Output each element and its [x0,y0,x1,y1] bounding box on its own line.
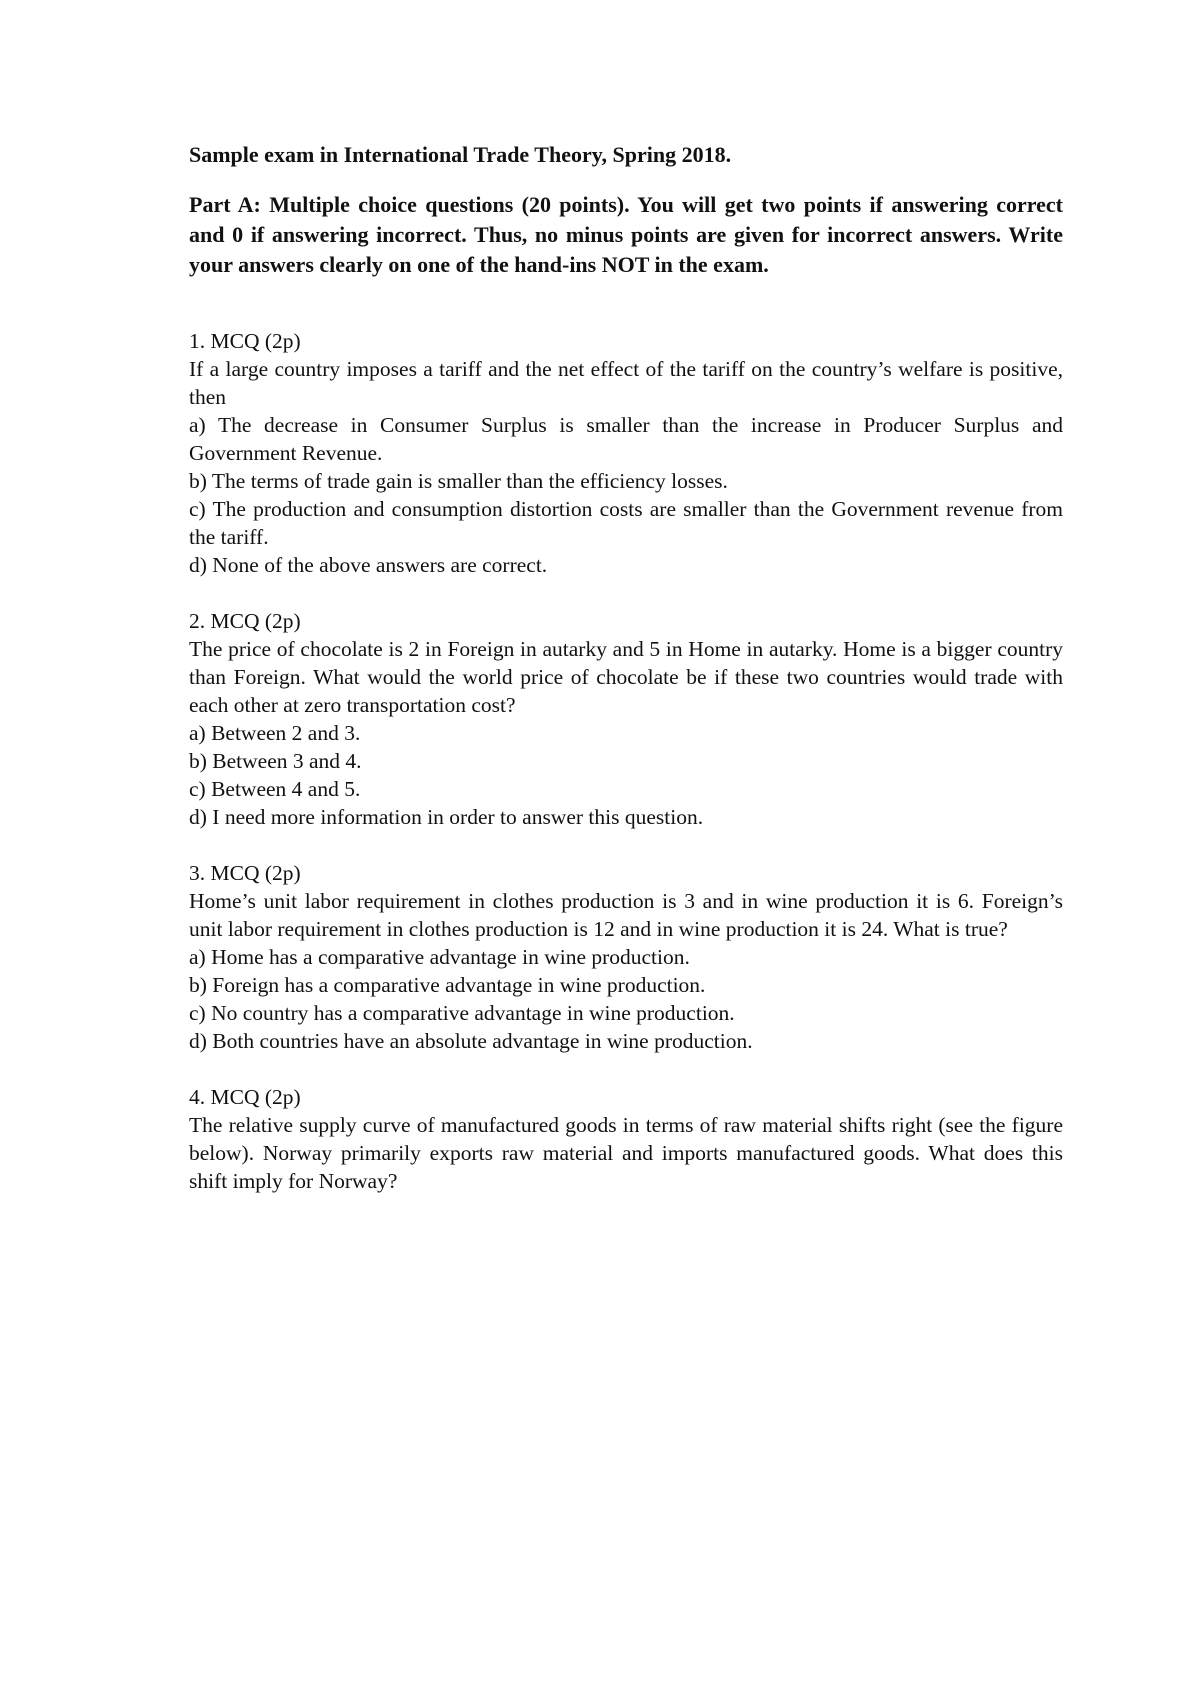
question-text: If a large country imposes a tariff and the net effect of the tariff on the country’s welfare is positive, then [189,357,1063,409]
question-header: 2. MCQ (2p) [189,609,301,633]
question-1 [189,327,1063,579]
answer-option-d: d) Both countries have an absolute advantage in wine production. [189,1029,753,1053]
exam-page [189,140,1063,1195]
answer-option-d: d) None of the above answers are correct. [189,553,548,577]
question-3 [189,859,1063,1055]
question-2 [189,607,1063,831]
answer-option-a: a) Home has a comparative advantage in wine production. [189,945,690,969]
exam-title: Sample exam in International Trade Theory, Spring 2018. [189,142,732,167]
question-text: The price of chocolate is 2 in Foreign in autarky and 5 in Home in autarky. Home is a bigger country than Foreign. What would the world price of chocolate be if these two countries would trade with each other at zero transportation cost? [189,637,1063,717]
answer-option-c: c) The production and consumption distortion costs are smaller than the Government revenue from the tariff. [189,497,1063,549]
question-text: The relative supply curve of manufactured goods in terms of raw material shifts right (see the figure below). Norway primarily exports raw material and imports manufactured goods. What does this shift imply for Norway? [189,1113,1063,1193]
question-header: 4. MCQ (2p) [189,1085,301,1109]
answer-option-b: b) Between 3 and 4. [189,749,362,773]
answer-option-b: b) Foreign has a comparative advantage in wine production. [189,973,706,997]
answer-option-c: c) Between 4 and 5. [189,777,361,801]
question-header: 3. MCQ (2p) [189,861,301,885]
answer-option-d: d) I need more information in order to answer this question. [189,805,704,829]
question-text: Home’s unit labor requirement in clothes production is 3 and in wine production it is 6. Foreign’s unit labor requirement in clothes production is 12 and in wine production it is 24. What is true? [189,889,1063,941]
answer-option-c: c) No country has a comparative advantage in wine production. [189,1001,735,1025]
question-header: 1. MCQ (2p) [189,329,301,353]
answer-option-a: a) The decrease in Consumer Surplus is smaller than the increase in Producer Surplus and Government Revenue. [189,413,1063,465]
question-4 [189,1083,1063,1195]
part-a-instructions: Part A: Multiple choice questions (20 points). You will get two points if answering correct and 0 if answering incorrect. Thus, no minus points are given for incorrect answers. Write your answers clearly on one of the hand-ins NOT in the exam. [189,192,1063,277]
answer-option-a: a) Between 2 and 3. [189,721,361,745]
answer-option-b: b) The terms of trade gain is smaller than the efficiency losses. [189,469,728,493]
